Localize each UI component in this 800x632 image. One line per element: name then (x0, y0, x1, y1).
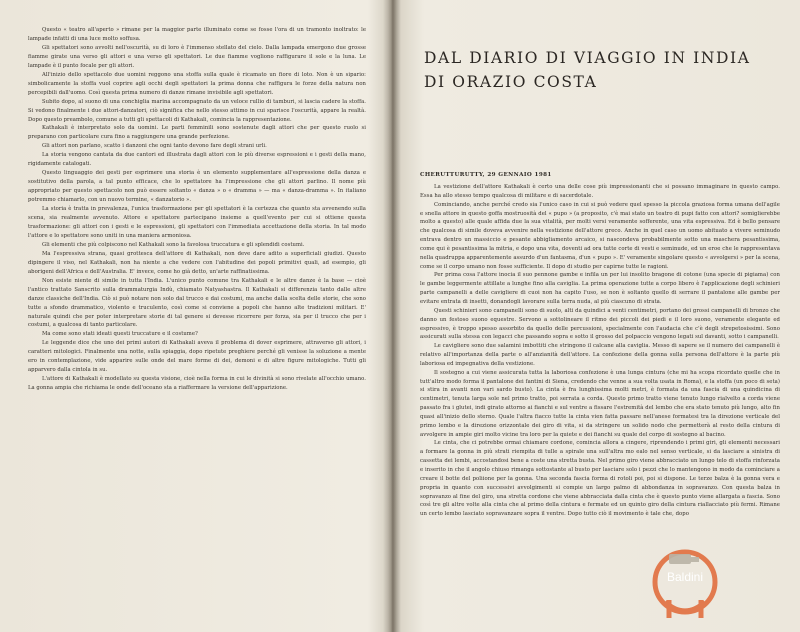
paragraph: Gli attori non parlano, scatto i danzoni che ogni tanto devono fare degli strani urli. (42, 143, 267, 150)
left-page-text (28, 26, 366, 393)
title-line: DI ORAZIO COSTA (424, 73, 598, 91)
paragraph: La storia vengono cantata da due cantori ed illustrata dagli attori con le più diverse espressioni e i gesti della mano, rigidamente catalogati. (28, 152, 366, 168)
dateline: CHERUTTURUTTY, 29 GENNAIO 1981 (420, 172, 552, 178)
paragraph: La vestizione dell'attore Kathakali è certo una delle cose più impressionanti che si possano immaginare in questo campo. Essa ha allo stesso tempo qualcosa di militare e di sacerdotale. (420, 184, 780, 199)
paragraph: Questo « teatro all'aperto » rimane per la maggior parte illuminato come se fosse l'ora di un tramonto inoltrato: le lampade infatti di una luce molto soffusa. (28, 27, 366, 42)
paragraph: L'attore di Kathakali è modellato su questa visione, cioè nella forma in cui le divinità si sono rivelate all'occhio umano. La gonna ampia che richiama le onde dell'oceano sta a riaffermare la versione dell'apparizione. (28, 376, 366, 392)
title-line: DAL DIARIO DI VIAGGIO IN INDIA (424, 49, 751, 67)
paragraph: Ma l'espressiva strana, quasi grottesca dell'attore di Kathakali, non deve dare adito a superficiali giudizi. Questo dipingere il viso, nel Kathakali, non ha niente a che vedere con l'abitudine dei popoli primitivi quali, ad esempio, gli aborigeni dell'Africa e dell'Australia. E' invece, come ho già detto, un'arte raffinatissima. (28, 250, 366, 275)
article-title (424, 46, 780, 94)
paragraph: La storia è tratta in prevalenza, l'unica trasformazione per gli spettatori è la certezza che quanto sta avvenendo sulla scena, sia realmente avvenuto. Attore e spettatore partecipano insieme a quell'evento per cui si ottiene questa trasformazione: gli attori con i gesti e le espressioni, gli spettatori con l'immediata accettazione della storia. In tal modo l'attore e lo spettatore sono uniti in una maniera armoniosa. (28, 206, 366, 239)
paragraph: Kathakali è interpretato solo da uomini. Le parti femminili sono sostenute dagli attori che per questo ruolo si preparano con particolare cura fino a raggiungere una grande perfezione. (28, 125, 366, 141)
library-stamp-logo (625, 540, 745, 618)
stamp-text: Baldini (666, 570, 704, 584)
right-page-text (420, 183, 780, 519)
paragraph: Ma come sono stati ideati questi truccature e il costume? (42, 331, 198, 338)
right-page (398, 0, 800, 632)
paragraph: Cominciando, anche perché credo sia l'unico caso in cui si può vedere quel spesso la piccola graziosa forma umana dell'agile e snella attore in questo goffa mostruosità del « pupo » (a proposito, c'è mai stato un teatro di pupi fatto con attori? somiglierebbe molto a questo) alle quale affida due la sua vitalità, per molti versi veramente sofferente, una vita espressiva. Ed è bello pensare che qualcosa di simile doveva avvenire nella vestizione dell'attore greco. Anche in quel caso un uomo abituato a vivere seminudo entrava dentro un massiccio e pesante abbigliamento arcaico, si nascondeva probabilmente sotto una maschera pesantissima, come qui è pesantissima la mitria, e dopo una vita, doventi ad ora tutte corte di vesti e seminude, ed un eroe che le rappresentava nella quadruppa apparentemente assurdo d'un fantasma, d'un « pupo ». E' veramente singolare questo « avvolgersi » per la scena, come se il corpo umano non fosse sufficiente. Il dopo di studio per capirne tutte le ragioni. (420, 201, 780, 270)
paragraph: Gli elementi che più colpiscono nel Kathakali sono la favolosa truccatura e gli splendidi costumi. (42, 241, 305, 248)
stamp-lens-icon (691, 557, 699, 562)
paragraph: Le leggende dice che uno dei primi autori di Kathakali aveva il problema di dover esprimere, attraverso gli attori, i caratteri mitologici. Finalmente una notte, sulla spiaggia, dopo ripetute preghiere perché gli venisse la soluzione a mente ero in contemplazione, vide apparire sulle onde del mare forme di dei, demoni e di altre figure mitologiche. Tutti gli apparvero dalla cintola in su. (28, 340, 366, 374)
paragraph: Non esiste niente di simile in tutta l'India. L'unico punto comune tra Kathakali e le altre danze è la base — cioè l'antico trattato Sanscrito sulla drammaturgia Indù, chiamato Natyashastra. Il Kathakali si differenzia tanto dalle altre danze classiche dell'India. Ciò si può notare non solo dal trucco e dai costumi, ma anche dalla scelta delle storie, che sono tutte a sfondo drammatico, violento e truculento, così come si conviene a popoli che hanno alte tradizioni militari. E' naturale quindi che per poter interpretare storie di tal genere si devesse ricorrere per forza, sia per il trucco che per i costumi, a qualcosa di tanto particolare. (28, 277, 366, 329)
paragraph: Le cinta, che ci potrebbe ormai chiamare cordone, comincia allora a cingere, riprendendo i primi giri, gli elementi necessari a formare la gonna in più strati riempita di tulle a spirale una sull'altra mo ealo nel senso verticale, si da lasciare a sinistra di cassetta dei lembi, accostandosi bene a coste una stretta busta. Nel primo giro viene abbracciato un lungo telo di stoffa rinforzata e inserito in che il angolo chiuso rimanga sottostante al busto per lasciare solo i pezzi che lo mantengono in modo da cominciare a creare il botte del poliione per la gonna. Una seconda fascia forma di rotoli poi, poi si dispone. Le terze balza è la gonna vera e propria in quanto con successivi avvolgimenti si compie un largo palmo di abbondanza in sopravanzo. Con questa balza in sopravanzo al fine del giro, una stretta cordone che viene abbracciata dalla cinta che è questo punto viene allargata a fascia. Sono così tre gli altre volte alla cinta che al primo della cintura e fermate ed un quinto giro della cintura riallacciato più fermi. Rimane un certo lembo lasciato sopravanzare sopra il ventre. Dopo tutto ciò il movimento è tale che, dopo (420, 440, 780, 518)
paragraph: Il sostegno a cui viene assicurata tutta la laboriosa confezione è una lunga cintura (che mi ha scopa ricordato quelle che in tutt'altro modo forma il pantalone dei fantini di Siena, credendo che venne a sua volta usata in Roma), e la stoffa (un poco di seta) si stira in avanti non vari sardo busto). La cinta è fra lunghissima molti metri, è formata da una fascia di una quindicina di centimetri, tenuta larga sole nel primo tratto, poi serrata a corda. Questo primo tratto viene tenuto lungo rialvelto a corda viene passato fra i glutei, indi girato attorno ai fianchi e sul ventre a fissare l'estremità del lembo che era stato tenuto più lungo, alto fin quasi all'inizio dello sterno. Quale l'altra fiacco tutte la cinta vien fatta passare nell'anese formatesi tra la direzione verticale del primo lembo e la direzione orizzontale dei giro di vita, si da stringere un solido nodo che permetterà al resto della cintura di avvolgere in ampie giri molto vicine tra loro per la quiete e dei fianchi su quale del corpo di sostegno al bacino. (420, 369, 780, 438)
left-page (0, 0, 388, 632)
paragraph: Le cavigliere sono due salamini imbottiti che stringono il calcane alla caviglia. Messo di sapere se il numero dei campanelli è relativo all'importanza della parte o all'anzianità dell'attore. La confezione della gonna sulla persona dell'attore è la parte più laboriosa ed impegnativa della vestizione. (420, 343, 780, 367)
paragraph: Subito dopo, al suono di una conchiglia marina accompagnato da un veloce rullio di tamburi, si lascia cadere la stoffa. Si vedono finalmente i due attori-danzatori, ciò significa che nello stesso attimo in cui sparisce l'oscurità, appare la realtà. Dopo questo preambolo, comune a tutti gli spettacoli di Kathakali, comincia la rappresentazione. (28, 98, 366, 123)
paragraph: Questo linguaggio dei gesti per esprimere una storia è un elemento supplementare all'espressione della danza e sostitutivo della parola, a tal punto efficace, che lo spettatore ha l'impressione che gli attori parlino. Il nome più appropriato per questo spettacolo non può essere soltanto « danza » o « dramma » — ma « danza-dramma ». In italiano potremmo chiamarlo, con un nuovo termine, « danzatorio ». (28, 170, 366, 204)
stamp-camera-icon (669, 554, 691, 564)
paragraph: Per prima cosa l'attore inocia il suo pennone gambe e infila un per lui insolito bragone di cotone (una specie di pigiama) con le gambe leggermente attillate a lunghe fino alla caviglia. La prima operazione tutte a corpo libero è l'applicazione degli schinieri parte campanelli a delle cavigliere di cuoi non ha capito l'uso, se non è soltanto quello di serrare il pantalone alle gambe per evitare entrata di insetti, donandogli lavorare sulla terra nuda, al più ciascuno di strata. (420, 272, 780, 305)
paragraph: Questi schinieri sono campanelli sono di suolo, alti da quindici a venti centimetri, portano dei grossi campanelli di bronzo che danno un festoso suono equestre. Servono a sottolineare il ritmo dei piccoli dei piedi e il loro suono, veramente elegante ed espressivo, è troppo spesso assorbito da quello delle percussioni, specialmente con l'audacia che c'è degli strepetosissimi. Sono assicurati sulla stessa con legacci che passando sopra e sotto il grosso del polpaccio vengono legati sul davanti, sotto i campanelli. (420, 307, 780, 341)
paragraph: Gli spettatori sono avvolti nell'oscurità, su di loro è l'immenso stellato del cielo. Dalla lampada emergono due grosse fiamme girate una verso gli attori e una verso gli spettatori. Le due fiamme vogliono raffigurare il sole e la luna. Le lampade è il punto focale per gli attori. (28, 44, 366, 69)
paragraph: All'inizio dello spettacolo due uomini reggono una stoffa sulla quale è ricamato un fiore di loto. Non è un sipario: simbolicamente la stoffa vuol coprire agli occhi degli spettatori la prima donna che raffigura le forze della natura non percepibili dall'uomo. Così questa prima numero di danze rimane invisibile agli spettatori. (28, 71, 366, 96)
